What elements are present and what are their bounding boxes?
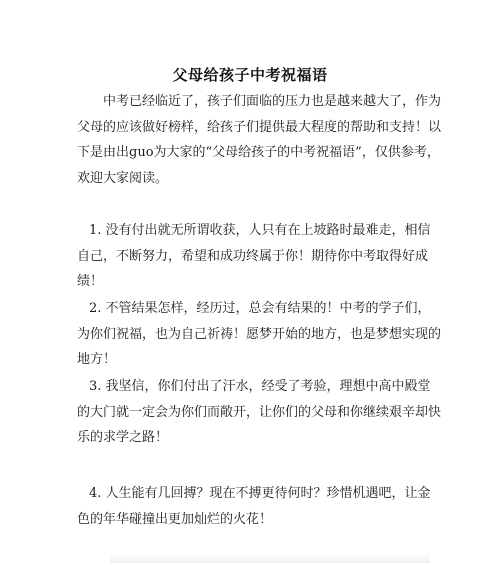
document-title: 父母给孩子中考祝福语 bbox=[172, 66, 328, 84]
faded-footer-line bbox=[110, 553, 430, 563]
blessing-item-2: 2. 不管结果怎样，经历过，总会有结果的！中考的学子们，为你们祝福，也为自己祈祷！愿梦开始的地方，也是梦想实现的地方！ bbox=[77, 301, 442, 367]
blessing-item-3: 3. 我坚信，你们付出了汗水，经受了考验，理想中高中殿堂的大门就一定会为你们而敞开，让你们的父母和你继续艰辛却快乐的求学之路！ bbox=[77, 379, 442, 445]
blessing-item-1: 1. 没有付出就无所谓收获，人只有在上坡路时最难走，相信自己，不断努力，希望和成功终属于你！期待你中考取得好成绩！ bbox=[77, 223, 431, 289]
blessing-item-4: 4. 人生能有几回搏？现在不搏更待何时？珍惜机遇吧，让金色的年华碰撞出更加灿烂的火花！ bbox=[77, 486, 431, 527]
intro-paragraph: 中考已经临近了，孩子们面临的压力也是越来越大了，作为父母的应该做好榜样，给孩子们提供最大程度的帮助和支持！以下是由出guo为大家的“父母给孩子的中考祝福语”，仅供参考，欢迎大家阅读。 bbox=[77, 94, 442, 186]
